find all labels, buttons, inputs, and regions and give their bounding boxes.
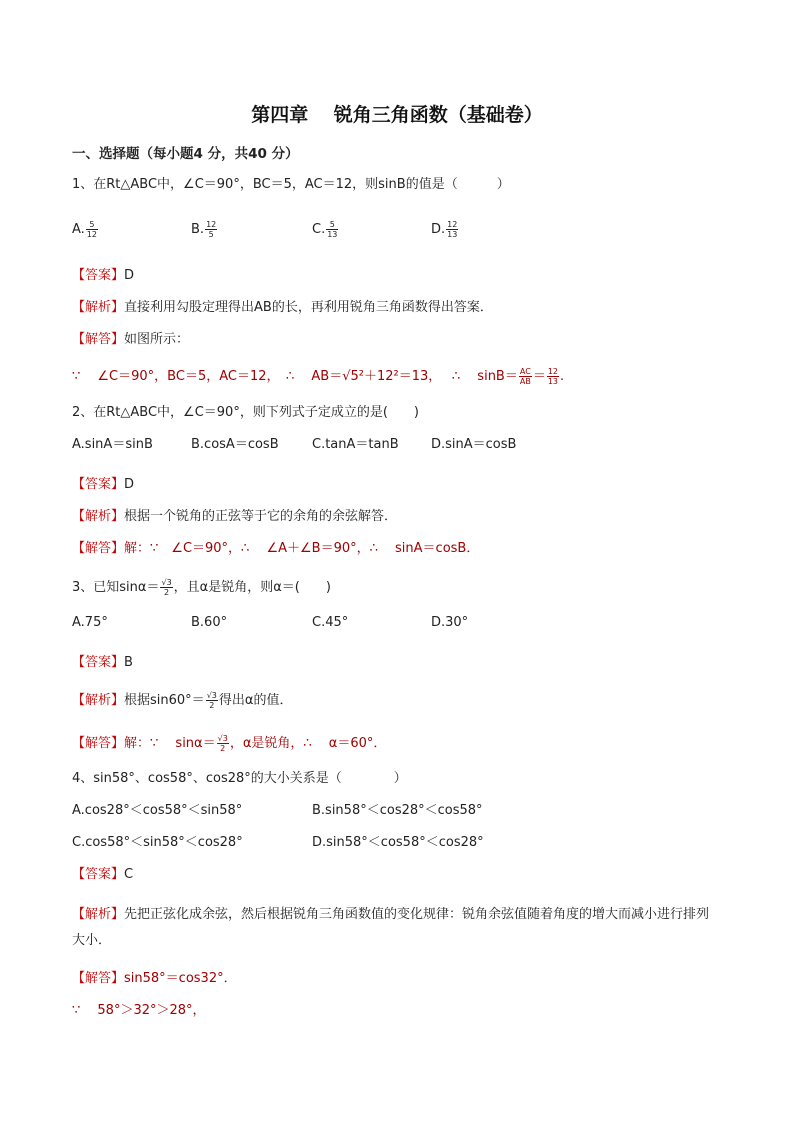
q3-analysis-fraction: $\frac{√3}{2}$: [206, 691, 217, 710]
q3-option-c: C.45°: [312, 615, 349, 630]
section-heading: 一、选择题（每小题4 分，共40 分）: [72, 146, 299, 162]
q4-option-b: B.sin58°＜cos28°＜cos58°: [312, 803, 483, 818]
q1-option-a: A. $\frac{5}{12}$: [72, 220, 97, 239]
q4-work: ∵ 58°＞32°＞28°，: [72, 1003, 206, 1018]
q3-solution-fraction: $\frac{√3}{2}$: [217, 734, 228, 753]
question-1-stem: 1、在Rt△ABC中，∠C＝90°，BC＝5，AC＝12，则sinB的值是（ ）: [72, 177, 510, 192]
q1-work-fraction-1: $\frac{AC}{AB}$: [519, 367, 531, 386]
q4-option-c: C.cos58°＜sin58°＜cos28°: [72, 835, 243, 850]
q4-analysis: 【解析】先把正弦化成余弦，然后根据锐角三角函数值的变化规律：锐角余弦值随着角度的增大而减小进行排列大小．: [72, 907, 710, 948]
q3-analysis: 【解析】根据sin60°＝ $\frac{√3}{2}$ 得出α的值．: [72, 691, 293, 710]
q3-stem-fraction: $\frac{√3}{2}$: [161, 578, 172, 597]
q1-option-a-fraction: $\frac{5}{12}$: [86, 220, 97, 239]
q1-answer: 【答案】D: [72, 268, 135, 283]
q4-option-d: D.sin58°＜cos58°＜cos28°: [312, 835, 484, 850]
q2-answer: 【答案】D: [72, 477, 135, 492]
q3-answer: 【答案】B: [72, 655, 133, 670]
q1-option-d: D. $\frac{12}{13}$: [431, 220, 458, 239]
q1-option-d-fraction: $\frac{12}{13}$: [447, 220, 458, 239]
q1-work: ∵ ∠C＝90°，BC＝5，AC＝12， ∴ AB＝√5²＋12²＝13， ∴ sinB＝ $\frac{AC}{AB}$ ＝ $\frac{12}{13}$ .: [72, 367, 565, 386]
q3-solution: 【解答】解：∵ sinα＝ $\frac{√3}{2}$ ，α是锐角，∴ α＝60°．: [72, 734, 387, 753]
q3-option-a: A.75°: [72, 615, 108, 630]
q1-option-c-fraction: $\frac{5}{13}$: [327, 220, 338, 239]
q2-option-c: C.tanA＝tanB: [312, 437, 399, 452]
q1-option-b: B. $\frac{12}{5}$: [191, 220, 217, 239]
q4-option-a: A.cos28°＜cos58°＜sin58°: [72, 803, 243, 818]
q1-analysis: 【解析】直接利用勾股定理得出AB的长，再利用锐角三角函数得出答案．: [72, 300, 493, 315]
q3-option-b: B.60°: [191, 615, 228, 630]
question-4-stem: 4、sin58°、cos58°、cos28°的大小关系是（ ）: [72, 771, 407, 786]
q4-answer: 【答案】C: [72, 867, 134, 882]
page-title: 第四章 锐角三角函数（基础卷）: [251, 104, 543, 126]
q1-solution: 【解答】如图所示：: [72, 332, 190, 347]
question-2-stem: 2、在Rt△ABC中，∠C＝90°，则下列式子定成立的是( ): [72, 405, 419, 420]
question-3-stem: 3、已知sinα＝ $\frac{√3}{2}$ ，且α是锐角，则α＝( ): [72, 578, 331, 597]
q4-solution: 【解答】sin58°＝cos32°．: [72, 971, 237, 986]
q1-option-b-fraction: $\frac{12}{5}$: [206, 220, 217, 239]
q2-analysis: 【解析】根据一个锐角的正弦等于它的余角的余弦解答．: [72, 509, 398, 524]
q2-option-b: B.cosA＝cosB: [191, 437, 279, 452]
q1-work-fraction-2: $\frac{12}{13}$: [547, 367, 559, 386]
q3-option-d: D.30°: [431, 615, 469, 630]
q2-option-d: D.sinA＝cosB: [431, 437, 517, 452]
q2-option-a: A.sinA＝sinB: [72, 437, 153, 452]
q1-option-c: C. $\frac{5}{13}$: [312, 220, 338, 239]
q2-solution: 【解答】解：∵ ∠C＝90°，∴ ∠A＋∠B＝90°，∴ sinA＝cosB．: [72, 541, 480, 556]
